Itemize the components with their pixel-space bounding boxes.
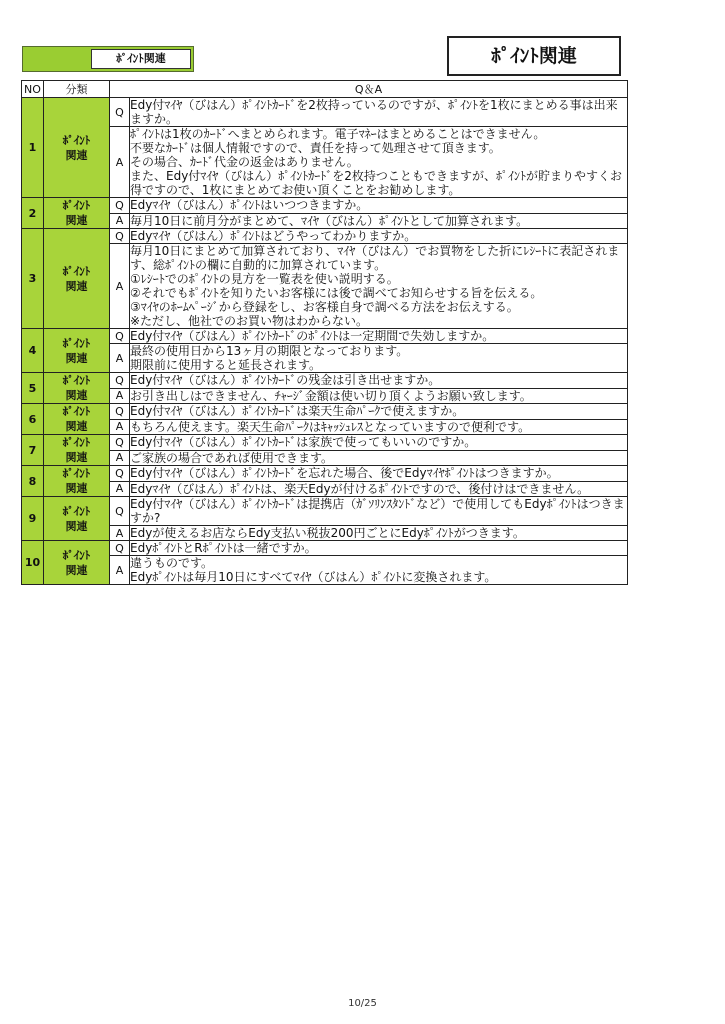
answer-line: その場合、ｶｰﾄﾞ代金の返金はありません。 — [130, 155, 359, 169]
row-category — [44, 373, 110, 404]
answer-mark: A — [110, 419, 130, 435]
table-row-question — [22, 466, 628, 482]
answer-line: ①ﾚｼｰﾄでのﾎﾟｲﾝﾄの見方を一覧表を使い説明する。 — [130, 272, 399, 286]
row-number: 3 — [22, 229, 44, 329]
question-text — [130, 329, 628, 344]
row-number: 1 — [22, 98, 44, 198]
question-text — [130, 98, 628, 127]
answer-line: 最終の使用日から13ヶ月の期限となっております。 — [130, 344, 409, 358]
category-line: ﾎﾟｲﾝﾄ — [62, 133, 91, 147]
answer-line: Edyが使えるお店ならEdy支払い税抜200円ごとにEdyﾎﾟｲﾝﾄがつきます。 — [130, 526, 525, 540]
row-category — [44, 466, 110, 497]
question-line: EdyﾎﾟｲﾝﾄとRﾎﾟｲﾝﾄは一緒ですか。 — [130, 541, 317, 555]
qa-table — [21, 80, 628, 585]
question-line: Edyﾏｲﾔ（びはん）ﾎﾟｲﾝﾄはいつつきますか。 — [130, 198, 369, 213]
answer-line: Edyﾏｲﾔ（びはん）ﾎﾟｲﾝﾄは、楽天Edyが付けるﾎﾟｲﾝﾄですので、後付けはできません。 — [130, 481, 590, 496]
table-row-answer — [22, 526, 628, 541]
header-qa: Q＆A — [110, 81, 628, 98]
answer-text — [130, 481, 628, 497]
table-row-answer — [22, 244, 628, 329]
answer-mark: A — [110, 450, 130, 466]
answer-mark: A — [110, 388, 130, 404]
page-title: ﾎﾟｲﾝﾄ関連 — [447, 36, 621, 76]
category-line: ﾎﾟｲﾝﾄ — [62, 374, 91, 387]
table-row-question — [22, 435, 628, 451]
answer-text — [130, 213, 628, 229]
question-text — [130, 404, 628, 420]
question-mark: Q — [110, 404, 130, 420]
answer-mark: A — [110, 127, 130, 198]
answer-line: 不要なｶｰﾄﾞは個人情報ですので、責任を持って処理させて頂きます。 — [130, 141, 501, 155]
category-line: ﾎﾟｲﾝﾄ — [62, 504, 91, 518]
category-line: 関連 — [65, 214, 88, 227]
question-text — [130, 435, 628, 451]
row-category — [44, 229, 110, 329]
question-text — [130, 373, 628, 389]
table-row-answer — [22, 481, 628, 497]
answer-text — [130, 526, 628, 541]
category-line: 関連 — [65, 279, 88, 293]
question-line: Edy付ﾏｲﾔ（びはん）ﾎﾟｲﾝﾄｶｰﾄﾞを忘れた場合、後でEdyﾏｲﾔﾎﾟｲﾝﾄはつきますか。 — [130, 466, 559, 481]
question-mark: Q — [110, 98, 130, 127]
category-line: ﾎﾟｲﾝﾄ — [62, 199, 91, 212]
header-category: 分類 — [44, 81, 110, 98]
question-line: Edy付ﾏｲﾔ（びはん）ﾎﾟｲﾝﾄｶｰﾄﾞは楽天生命ﾊﾟｰｸで使えますか。 — [130, 404, 465, 419]
category-line: 関連 — [65, 420, 88, 433]
question-line: Edy付ﾏｲﾔ（びはん）ﾎﾟｲﾝﾄｶｰﾄﾞの残金は引き出せますか。 — [130, 373, 441, 388]
answer-line: 毎月10日にまとめて加算されており、ﾏｲﾔ（びはん）でお買物をした折にﾚｼｰﾄに表記されます、総ﾎﾟｲﾝﾄの欄に自動的に加算されています。 — [130, 244, 620, 272]
table-row-answer — [22, 419, 628, 435]
question-text — [130, 541, 628, 556]
category-line: 関連 — [65, 148, 88, 162]
category-line: 関連 — [65, 482, 88, 495]
answer-text — [130, 556, 628, 585]
answer-mark: A — [110, 526, 130, 541]
table-header-row — [22, 81, 628, 98]
answer-mark: A — [110, 244, 130, 329]
question-mark: Q — [110, 229, 130, 244]
question-text — [130, 497, 628, 526]
answer-mark: A — [110, 344, 130, 373]
question-line: Edy付ﾏｲﾔ（びはん）ﾎﾟｲﾝﾄｶｰﾄﾞは家族で使ってもいいのですか。 — [130, 435, 477, 450]
row-category — [44, 497, 110, 541]
answer-text — [130, 244, 628, 329]
answer-mark: A — [110, 556, 130, 585]
question-mark: Q — [110, 373, 130, 389]
table-row-question — [22, 329, 628, 344]
row-category — [44, 329, 110, 373]
row-category — [44, 404, 110, 435]
answer-line: ※ただし、他社でのお買い物はわからない。 — [130, 314, 369, 328]
question-text — [130, 198, 628, 214]
row-number: 8 — [22, 466, 44, 497]
table-row-question — [22, 404, 628, 420]
category-line: 関連 — [65, 389, 88, 402]
table-row-answer — [22, 127, 628, 198]
row-number: 2 — [22, 198, 44, 229]
table-row-question — [22, 373, 628, 389]
table-row-answer — [22, 213, 628, 229]
answer-text — [130, 419, 628, 435]
category-line: ﾎﾟｲﾝﾄ — [62, 436, 91, 449]
answer-line: 期限前に使用すると延長されます。 — [130, 358, 322, 372]
question-mark: Q — [110, 466, 130, 482]
row-number: 10 — [22, 541, 44, 585]
row-category — [44, 435, 110, 466]
row-category — [44, 198, 110, 229]
row-category — [44, 98, 110, 198]
page-number: 10/25 — [348, 998, 377, 1009]
answer-line: お引き出しはできません、ﾁｬｰｼﾞ金額は使い切り頂くようお願い致します。 — [130, 388, 532, 403]
table-row-question — [22, 98, 628, 127]
answer-text — [130, 127, 628, 198]
category-line: ﾎﾟｲﾝﾄ — [62, 467, 91, 480]
question-line: Edyﾏｲﾔ（びはん）ﾎﾟｲﾝﾄはどうやってわかりますか。 — [130, 229, 417, 243]
answer-line: Edyﾎﾟｲﾝﾄは毎月10日にすべてﾏｲﾔ（びはん）ﾎﾟｲﾝﾄに変換されます。 — [130, 570, 497, 584]
question-text — [130, 466, 628, 482]
answer-line: ﾎﾟｲﾝﾄは1枚のｶｰﾄﾞへまとめられます。電子ﾏﾈｰはまとめることはできません。 — [130, 127, 546, 141]
question-mark: Q — [110, 329, 130, 344]
table-row-answer — [22, 450, 628, 466]
answer-line: ③ﾏｲﾔのﾎｰﾑﾍﾟｰｼﾞから登録をし、お客様自身で調べる方法をお伝えする。 — [130, 300, 519, 314]
category-line: 関連 — [65, 519, 88, 533]
question-mark: Q — [110, 435, 130, 451]
table-row-answer — [22, 388, 628, 404]
answer-line: ②それでもﾎﾟｲﾝﾄを知りたいお客様には後で調べてお知らせする旨を伝える。 — [130, 286, 543, 300]
row-number: 4 — [22, 329, 44, 373]
category-line: ﾎﾟｲﾝﾄ — [62, 405, 91, 418]
table-row-answer — [22, 344, 628, 373]
answer-line: もちろん使えます。楽天生命ﾊﾟｰｸはｷｬｯｼｭﾚｽとなっていますので便利です。 — [130, 419, 531, 434]
answer-text — [130, 450, 628, 466]
answer-line: 違うものです。 — [130, 556, 214, 570]
header-no: NO — [22, 81, 44, 98]
answer-line: また、Edy付ﾏｲﾔ（びはん）ﾎﾟｲﾝﾄｶｰﾄﾞを2枚持つこともできますが、ﾎﾟｲﾝﾄが貯まりやすくお得ですので、1枚にまとめてお使い頂くことをお勧めします。 — [130, 169, 622, 197]
table-row-question — [22, 541, 628, 556]
answer-line: ご家族の場合であれば使用できます。 — [130, 450, 334, 465]
answer-mark: A — [110, 481, 130, 497]
question-text — [130, 229, 628, 244]
category-line: 関連 — [65, 563, 88, 577]
category-line: 関連 — [65, 351, 88, 365]
row-number: 6 — [22, 404, 44, 435]
category-line: ﾎﾟｲﾝﾄ — [62, 336, 91, 350]
category-line: 関連 — [65, 451, 88, 464]
qa-table-body — [22, 98, 628, 585]
row-number: 9 — [22, 497, 44, 541]
row-number: 7 — [22, 435, 44, 466]
section-tab — [22, 46, 194, 72]
question-mark: Q — [110, 198, 130, 214]
question-line: Edy付ﾏｲﾔ（びはん）ﾎﾟｲﾝﾄｶｰﾄﾞは提携店（ｶﾞｿﾘﾝｽﾀﾝﾄﾞなど）で使用してもEdyﾎﾟｲﾝﾄはつきますか? — [130, 497, 625, 525]
answer-mark: A — [110, 213, 130, 229]
answer-text — [130, 344, 628, 373]
category-line: ﾎﾟｲﾝﾄ — [62, 264, 91, 278]
row-number: 5 — [22, 373, 44, 404]
question-mark: Q — [110, 497, 130, 526]
table-row-question — [22, 229, 628, 244]
question-mark: Q — [110, 541, 130, 556]
category-line: ﾎﾟｲﾝﾄ — [62, 548, 91, 562]
section-tab-label: ﾎﾟｲﾝﾄ関連 — [91, 49, 191, 69]
table-row-question — [22, 497, 628, 526]
question-line: Edy付ﾏｲﾔ（びはん）ﾎﾟｲﾝﾄｶｰﾄﾞのﾎﾟｲﾝﾄは一定期間で失効しますか。 — [130, 329, 495, 343]
answer-text — [130, 388, 628, 404]
row-category — [44, 541, 110, 585]
answer-line: 毎月10日に前月分がまとめて、ﾏｲﾔ（びはん）ﾎﾟｲﾝﾄとして加算されます。 — [130, 213, 529, 228]
question-line: Edy付ﾏｲﾔ（びはん）ﾎﾟｲﾝﾄｶｰﾄﾞを2枚持っているのですが、ﾎﾟｲﾝﾄを1枚にまとめる事は出来ますか。 — [130, 98, 618, 126]
table-row-question — [22, 198, 628, 214]
table-row-answer — [22, 556, 628, 585]
